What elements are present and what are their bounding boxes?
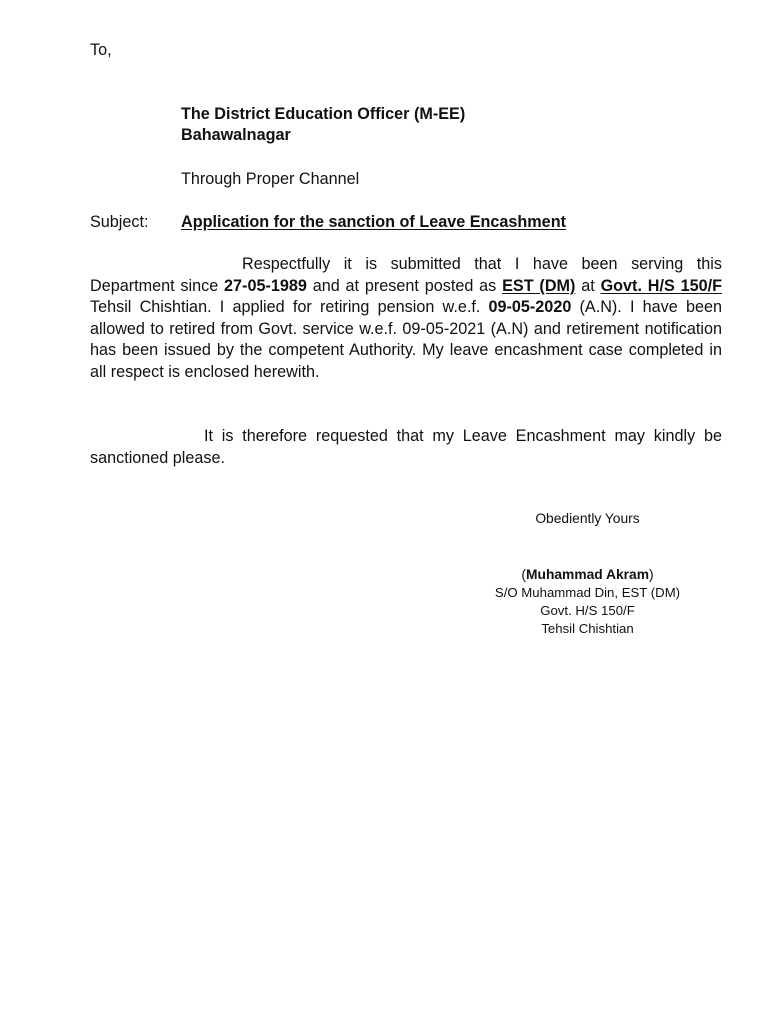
recipient-location: Bahawalnagar [181, 126, 291, 144]
pension-date: 09-05-2020 [488, 298, 572, 316]
join-date: 27-05-1989 [224, 276, 307, 295]
body-paragraph-2: It is therefore requested that my Leave Encashment may kindly be sanctioned please. [90, 427, 722, 467]
signatory-school: Govt. H/S 150/F [540, 603, 635, 618]
p1-text-5: (A.N). I have been allowed to retired from Govt. service w.e.f. 09-05-2021 (A.N) and retirement notification has been issued by the competent Authority. My leave encashment case completed in all respect is enclosed herewith. [90, 298, 722, 381]
p1-text-1: Respectfully it is submitted that I have been serving this Department since [90, 255, 722, 295]
p1-text-3: at [575, 276, 601, 295]
designation: EST (DM) [502, 276, 576, 295]
signatory-name: Muhammad Akram [526, 567, 649, 582]
p1-text-2: and at present posted as [306, 276, 503, 295]
subject-text: Application for the sanction of Leave Encashment [181, 213, 566, 231]
recipient-channel: Through Proper Channel [181, 170, 360, 188]
signatory-name-line [470, 566, 705, 584]
recipient-title: The District Education Officer (M-EE) [181, 105, 466, 123]
school-name: Govt. H/S 150/F [600, 276, 723, 295]
p1-text-4: Tehsil Chishtian. I applied for retiring pension w.e.f. [90, 298, 489, 316]
signatory-tehsil: Tehsil Chishtian [541, 621, 634, 636]
salutation: To, [90, 41, 112, 59]
subject-label: Subject: [90, 213, 149, 231]
name-close-paren: ) [648, 567, 654, 582]
signatory-parentage: S/O Muhammad Din, EST (DM) [494, 585, 681, 600]
closing-phrase: Obediently Yours [535, 511, 640, 526]
body-paragraph-1 [90, 254, 722, 383]
name-open-paren: ( [521, 567, 527, 582]
